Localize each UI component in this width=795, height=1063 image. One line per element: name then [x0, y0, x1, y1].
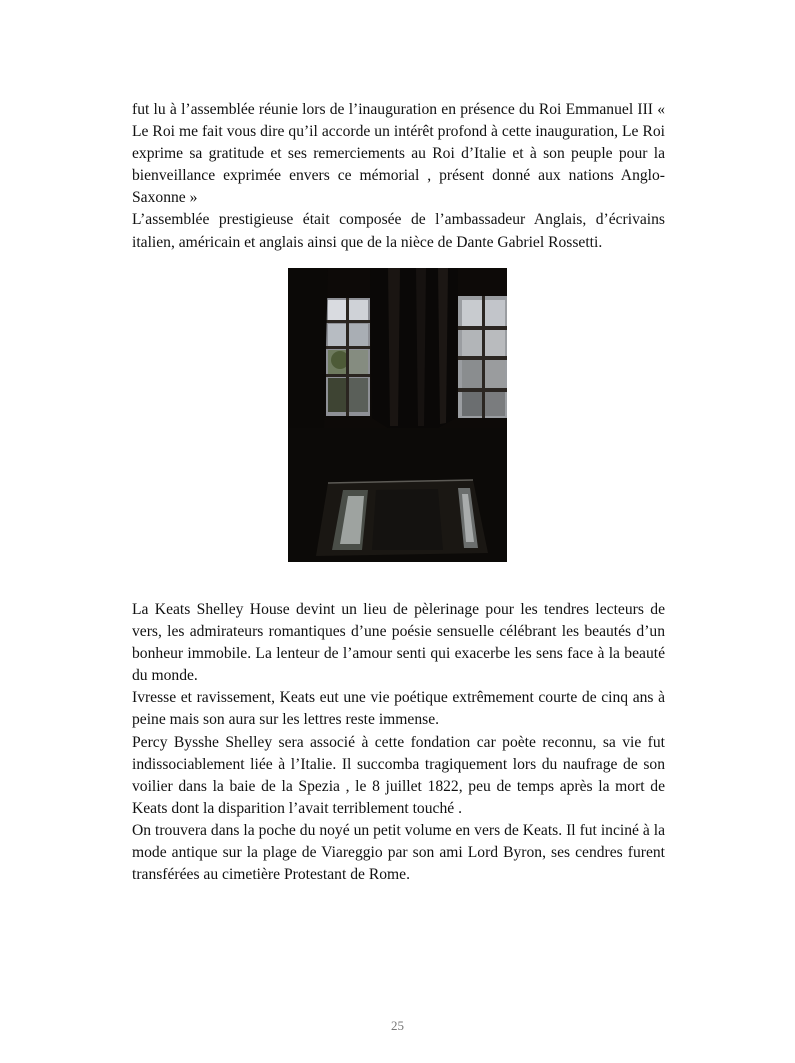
paragraph-inauguration-speech: fut lu à l’assemblée réunie lors de l’inauguration en présence du Roi Emmanuel III « Le Roi me fait vous dire qu’il accorde un intérêt profond à cette inauguration, Le Roi exprime sa gratitude et ses remerciements au Roi d’Italie et à son peuple pour la bienveillance exprimée envers ce mémorial , présent donné aux nations Anglo-Saxonne » [132, 101, 665, 207]
photo-illustration [288, 268, 507, 562]
page-number: 25 [391, 1018, 404, 1033]
paragraph-pilgrimage: La Keats Shelley House devint un lieu de pèlerinage pour les tendres lecteurs de vers, les admirateurs romantiques d’une poésie sensuelle célébrant les beautés d’un bonheur immobile. La lenteur de l’amour senti qui exacerbe les sens face à la beauté du monde. [132, 601, 665, 685]
text-block-inauguration [132, 99, 665, 254]
paragraph-shelley: Percy Bysshe Shelley sera associé à cette fondation car poète reconnu, sa vie fut indissociablement liée à l’Italie. Il succomba tragiquement lors du naufrage de son voilier dans la baie de la Spezia , le 8 juillet 1822, peu de temps après la mort de Keats dont la disparition l’avait terriblement touché . [132, 733, 665, 817]
text-block-keats-shelley [132, 599, 665, 886]
photo-window-curtains [288, 268, 507, 562]
paragraph-byron: On trouvera dans la poche du noyé un petit volume en vers de Keats. Il fut inciné à la mode antique sur la plage de Viareggio par son ami Lord Byron, ses cendres furent transférées au cimetière Protestant de Rome. [132, 821, 665, 884]
paragraph-keats: Ivresse et ravissement, Keats eut une vie poétique extrêmement courte de cinq ans à peine mais son aura sur les lettres reste immense. [132, 689, 665, 729]
paragraph-assembly: L’assemblée prestigieuse était composée de l’ambassadeur Anglais, d’écrivains italien, américain et anglais ainsi que de la nièce de Dante Gabriel Rossetti. [132, 211, 665, 251]
